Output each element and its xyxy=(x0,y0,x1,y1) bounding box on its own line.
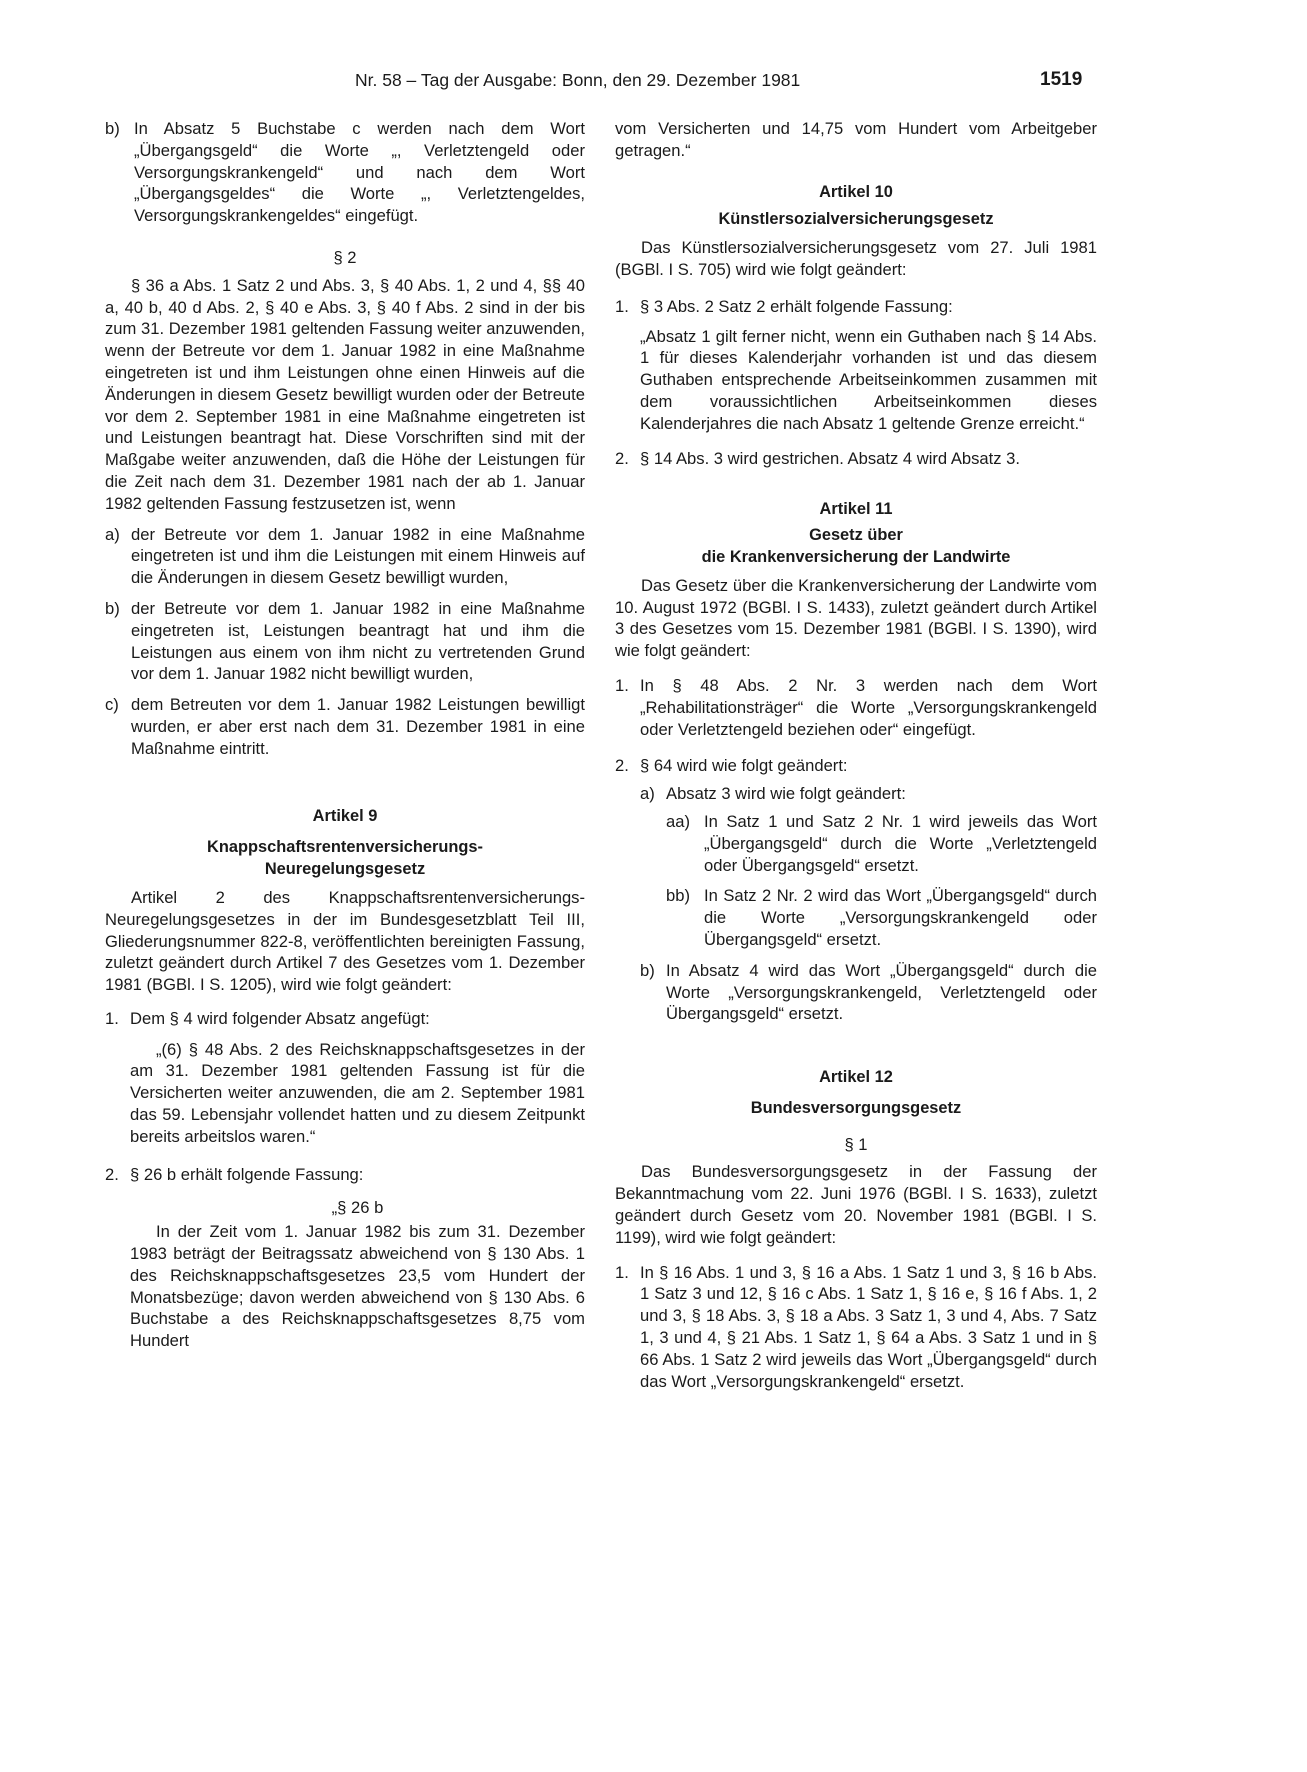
item-label: aa) xyxy=(666,811,690,831)
item-text: der Betreute vor dem 1. Januar 1982 in eine Maßnahme eingetreten ist und ihm die Leistungen mit einem Hinweis auf die Änderungen in diesem Gesetz bewilligt wurden, xyxy=(131,524,585,588)
article-subtitle xyxy=(615,525,1097,569)
paragraph: Das Bundesversorgungsgesetz in der Fassung der Bekanntmachung vom 22. Juni 1976 (BGBl. I S. 1633), zuletzt geändert durch Gesetz vom 20. November 1981 (BGBl. I S. 1199), wird wie folgt geändert: xyxy=(615,1162,1097,1247)
item-label: 1. xyxy=(105,1008,119,1028)
article-title: Artikel 12 xyxy=(819,1068,893,1087)
item-text: In § 48 Abs. 2 Nr. 3 werden nach dem Wort „Rehabilitationsträger“ die Worte „Versorgungskrankengeld oder Verletztengeld beziehen oder“ eingefügt. xyxy=(640,675,1097,739)
list-item xyxy=(105,1008,585,1030)
item-label: bb) xyxy=(666,886,690,906)
paragraph: vom Versicherten und 14,75 vom Hundert vom Arbeitgeber getragen.“ xyxy=(615,119,1097,160)
item-text: In Absatz 5 Buchstabe c werden nach dem Wort „Übergangsgeld“ die Worte „, Verletztengeld oder Versorgungskrankengeld“ und nach dem Wort „Übergangsgeldes“ die Worte „, Verletztengeldes, Versorgungskrankengeldes“ eingefügt. xyxy=(134,119,585,226)
paragraph: Das Künstlersozialversicherungsgesetz vom 27. Juli 1981 (BGBl. I S. 705) wird wie folgt geändert: xyxy=(615,238,1097,279)
article-subtitle xyxy=(105,837,585,881)
article-title: Artikel 9 xyxy=(312,806,378,825)
list-item xyxy=(615,755,1097,777)
item-label: b) xyxy=(105,598,120,618)
paragraph: Artikel 2 des Knappschaftsrentenversicherungs-Neuregelungsgesetzes in der im Bundesgesetzblatt Teil III, Gliederungsnummer 822-8, veröffentlichten bereinigten Fassung, zuletzt geändert durch Artikel 7 des Gesetzes vom 1. Dezember 1981 (BGBl. I S. 1205), wird wie folgt geändert: xyxy=(105,887,585,995)
list-item xyxy=(105,598,585,685)
list-item xyxy=(640,960,1097,1025)
item-label: c) xyxy=(105,695,119,715)
section-heading: § 1 xyxy=(844,1134,868,1154)
item-label: 1. xyxy=(615,675,629,695)
list-item xyxy=(666,885,1097,950)
page-header xyxy=(0,70,1307,98)
item-text: Dem § 4 wird folgender Absatz angefügt: xyxy=(130,1008,430,1028)
right-column xyxy=(615,118,1097,1392)
section-heading: § 2 xyxy=(333,247,357,267)
list-item xyxy=(105,694,585,759)
page-number: 1519 xyxy=(1040,69,1083,90)
issue-line: Nr. 58 – Tag der Ausgabe: Bonn, den 29. Dezember 1981 xyxy=(355,70,801,90)
subtitle-line: Neuregelungsgesetz xyxy=(264,860,426,879)
item-label: b) xyxy=(105,119,120,138)
list-item xyxy=(640,783,1097,805)
list-item xyxy=(105,1164,585,1186)
item-text: der Betreute vor dem 1. Januar 1982 in eine Maßnahme eingetreten ist, Leistungen beantragt hat und ihm die Leistungen aus einem von ihm nicht zu vertretenden Grund vor dem 1. Januar 1982 nicht bewilligt wurden, xyxy=(131,598,585,684)
quoted-text: „Absatz 1 gilt ferner nicht, wenn ein Guthaben nach § 14 Abs. 1 für dieses Kalenderjahr vorhanden ist und das diesem Guthaben entsprechende Arbeitseinkommen zusammen mit dem voraussichtlichen Arbeitseinkommen dieses Kalenderjahres die nach Absatz 1 geltende Grenze erreicht.“ xyxy=(640,326,1097,433)
item-label: 2. xyxy=(105,1164,119,1184)
item-label: a) xyxy=(640,784,655,804)
item-text: § 64 wird wie folgt geändert: xyxy=(640,756,848,776)
item-text: § 14 Abs. 3 wird gestrichen. Absatz 4 wird Absatz 3. xyxy=(640,448,1021,468)
item-label: a) xyxy=(105,524,120,544)
list-item xyxy=(615,675,1097,740)
item-text: Absatz 3 wird wie folgt geändert: xyxy=(666,784,906,804)
item-text: In § 16 Abs. 1 und 3, § 16 a Abs. 1 Satz 1 und 3, § 16 b Abs. 1 Satz 3 und 12, § 16 c Abs. 1 Satz 1, § 16 e, § 16 f Abs. 1, 2 und 3, § 18 Abs. 3, § 18 a Abs. 3 Satz 1, 3 und 4, Abs. 7 Satz 1, 3 und 4, § 21 Abs. 1 Satz 1, § 64 a Abs. 3 Satz 1 und in § 66 Abs. 1 Satz 2 wird jeweils das Wort „Übergangsgeld“ durch das Wort „Versorgungskrankengeld“ ersetzt. xyxy=(640,1262,1097,1391)
item-text: In Absatz 4 wird das Wort „Übergangsgeld“ durch die Worte „Versorgungskrankengeld, Verletztengeld oder Übergangsgeld“ ersetzt. xyxy=(666,960,1097,1024)
paragraph: Das Gesetz über die Krankenversicherung der Landwirte vom 10. August 1972 (BGBl. I S. 1433), zuletzt geändert durch Artikel 3 des Gesetzes vom 15. Dezember 1981 (BGBl. I S. 1390), wird wie folgt geändert: xyxy=(615,575,1097,661)
item-text: § 3 Abs. 2 Satz 2 erhält folgende Fassung: xyxy=(640,296,953,316)
paragraph: § 36 a Abs. 1 Satz 2 und Abs. 3, § 40 Abs. 1, 2 und 4, §§ 40 a, 40 b, 40 d Abs. 2, § 40 e Abs. 3, § 40 f Abs. 2 sind in der bis zum 31. Dezember 1981 geltenden Fassung weiter anzuwenden, wenn der Betreute vor dem 1. Januar 1982 in eine Maßnahme eingetreten ist und ihm Leistungen ohne einen Hinweis auf die Änderungen in diesem Gesetz bewilligt wurden oder der Betreute vor dem 2. September 1981 in eine Maßnahme eingetreten ist und Leistungen beantragt hat. Diese Vorschriften sind mit der Maßgabe weiter anzuwenden, daß die Höhe der Leistungen für die Zeit nach dem 31. Dezember 1981 nach der ab 1. Januar 1982 geltenden Fassung festzusetzen ist, wenn xyxy=(105,275,585,513)
item-text: § 26 b erhält folgende Fassung: xyxy=(130,1164,364,1184)
article-subtitle: Künstlersozialversicherungsgesetz xyxy=(718,210,994,229)
article-subtitle: Bundesversorgungsgesetz xyxy=(750,1098,962,1117)
list-item xyxy=(666,811,1097,876)
subtitle-line: die Krankenversicherung der Landwirte xyxy=(701,547,1011,566)
section-heading: „§ 26 b xyxy=(331,1198,384,1218)
item-label: 2. xyxy=(615,756,629,776)
subtitle-line: Knappschaftsrentenversicherungs- xyxy=(207,838,483,857)
quoted-text: In der Zeit vom 1. Januar 1982 bis zum 31. Dezember 1983 beträgt der Beitragssatz abweichend von § 130 Abs. 1 des Reichsknappschaftsgesetzes 23,5 vom Hundert der Monatsbezüge; davon werden abweichend von § 130 Abs. 6 Buchstabe a des Reichsknappschaftsgesetzes 8,75 vom Hundert xyxy=(130,1222,585,1351)
item-text: In Satz 2 Nr. 2 wird das Wort „Übergangsgeld“ durch die Worte „Versorgungskrankengeld oder Übergangsgeld“ ersetzt. xyxy=(704,886,1097,949)
item-label: 2. xyxy=(615,448,629,468)
article-title: Artikel 11 xyxy=(819,500,893,519)
list-item xyxy=(105,118,585,227)
item-text: dem Betreuten vor dem 1. Januar 1982 Leistungen bewilligt wurden, er aber erst nach dem 31. Dezember 1981 in eine Maßnahme eintritt. xyxy=(131,695,585,758)
list-item xyxy=(615,296,1097,318)
quoted-text: „(6) § 48 Abs. 2 des Reichsknappschaftsgesetzes in der am 31. Dezember 1981 geltenden Fassung ist für die Versicherten weiter anzuwenden, die am 2. September 1981 das 59. Lebensjahr vollendet hatten und zu diesem Zeitpunkt bereits arbeitslos waren.“ xyxy=(130,1039,585,1146)
article-title: Artikel 10 xyxy=(819,182,893,201)
subtitle-line: Gesetz über xyxy=(809,526,903,545)
item-label: 1. xyxy=(615,1262,629,1282)
list-item xyxy=(105,524,585,589)
item-label: 1. xyxy=(615,296,629,316)
left-column xyxy=(105,118,585,1352)
item-text: In Satz 1 und Satz 2 Nr. 1 wird jeweils das Wort „Übergangsgeld“ durch die Worte „Verletztengeld oder Übergangsgeld“ ersetzt. xyxy=(704,811,1097,875)
item-label: b) xyxy=(640,960,655,980)
list-item xyxy=(615,448,1097,470)
list-item xyxy=(615,1262,1097,1393)
